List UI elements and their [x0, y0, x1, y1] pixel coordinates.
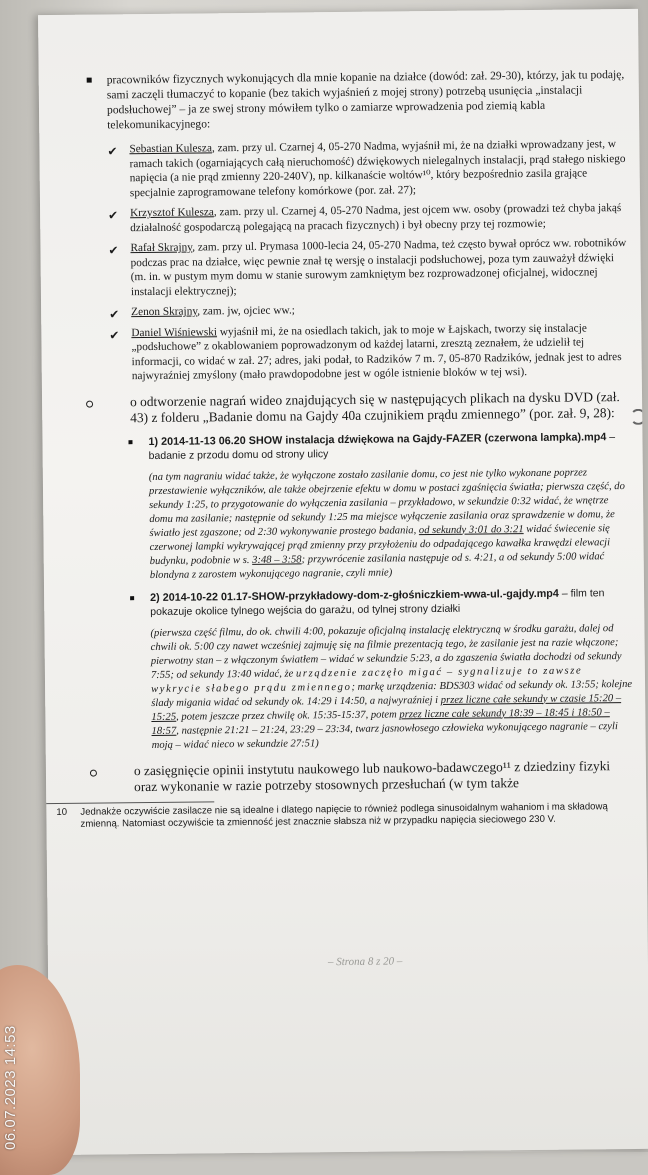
footnote-text: Jednakże oczywiście zasilacze nie są idealne i dlatego napięcie to również podlega sinusoidalnym wahaniom i ma składową zmienną. Natomiast oczywiście ta zmienność jest znacznie słabsza niż w przypadku napięcia sieciowego 230 V. — [80, 800, 608, 830]
witness-text: , zam. przy ul. Czarnej 4, 05-270 Nadma, jest ojcem ww. osoby (prowadzi też chyba jakąś działalność gospodarczą polegającą na pracach fizycznych) i był obecny przy tej rozmowie; — [130, 202, 622, 234]
witness-text: , zam. przy ul. Czarnej 4, 05-270 Nadma, wyjaśnił mi, że na działki wprowadzany jest, w ramach takich (ogarniających całą nieruchomość) dźwiękowych nielegalnych instalacji, prąd stałego niskiego napięcia (a nie prąd zmienny 220-240V), np. kilkanaście woltów¹⁰, który bezpośrednio zasila grające specjalnie zaprogramowane telefony komórkowe (por. zał. 27); — [129, 138, 626, 199]
file-description: – badanie z przodu domu od strony ulicy — [148, 430, 616, 462]
list-item — [108, 201, 628, 235]
witness-name: Rafał Skrajny — [130, 241, 193, 255]
check-icon: ✔ — [109, 327, 120, 342]
footnote-separator — [44, 801, 214, 804]
check-icon: ✔ — [109, 307, 120, 322]
check-icon: ✔ — [107, 144, 118, 159]
file-note: (pierwsza część filmu, do ok. chwili 4:00, pokazuje oficjalną instalację elektryczną w środku garażu, dalej od chwili ok. 5:00 czy nawet wcześniej zajmuję się na filmie prezentacją tego, że zasilanie jest na razie włączone; pierwotny stan – z włączonym światłem – widać w sekundzie 5:23, a do zgaszenia światła dochodzi od sekundy 7:55; od sekundy 13:40 widać, że urządzenie zaczęło migać – sygnalizuje to zawsze wykrycie słabego prądu zmiennego; markę urządzenia: BDS303 widać od sekundy ok. 13:55; kolejne ślady migania widać od sekundy ok. 14:29 i 14:50, a najwyraźniej i przez liczne całe sekundy w czasie 15:20 – 15:25, potem jeszcze przez chwilę ok. 15:35-15:37, potem przez liczne całe sekundy 18:39 – 18:45 i 18:50 – 18:57, następnie 21:21 – 21:24, 23:29 – 23:34, twarz jasnowłosego człowieka wykonującego nagranie – czyli moją – widać nieco w sekundzie 27:51) — [150, 622, 633, 751]
witness-name: Krzysztof Kulesza — [130, 206, 214, 220]
witness-name: Zenon Skrajny — [131, 305, 198, 319]
file-entry-1 — [128, 429, 632, 582]
page-number: – Strona 8 z 20 – — [327, 955, 403, 969]
footnote — [56, 800, 640, 830]
witness-list — [107, 137, 630, 384]
footnote-number: 10 — [56, 806, 68, 818]
opinion-request: o zasięgnięcie opinii instytutu naukowego lub naukowo-badawczego¹¹ z dziedziny fizyki oraz wykonanie w razie potrzeby stosownych przesłuchań (w tym także — [90, 757, 634, 796]
file-note: (na tym nagraniu widać także, że wyłączone zostało zasilanie domu, co jest nie tylko wykonane poprzez przestawienie wyłączników, ale także obejrzenie efektu w domu w postaci zgaśnięcia światła; pierwsza część, do sekundy 1:25, to przygotowanie do wyłączenia zasilania – przykładowo, w sekundzie 0:32 widać, że wnętrze domu ma zasilanie; następnie od sekundy 1:25 ma miejsce wyłączenie zasilania oraz sprawdzenie w domu, że światło jest zgaszone; od 2:30 wykonywanie prostego badania, od sekundy 3:01 do 3:21 widać świecenie się czerwonej lampki wykrywającej prąd zmienny przy przyłożeniu do odpadającego kawałka krawędzi elewacji budynku, podobnie w s. 3:48 – 3:58; przywrócenie zasilania następuje od s. 4:21, a od sekundy 5:00 widać blondyna z zarostem wykonującego nagranie, czyli mnie) — [148, 466, 625, 581]
circle-bullet-icon — [86, 400, 93, 407]
list-item — [108, 236, 629, 299]
witness-name: Daniel Wiśniewski — [131, 325, 218, 339]
list-item — [109, 300, 629, 320]
intro-paragraph: pracowników fizycznych wykonujących dla mnie kopanie na działce (dowód: zał. 29-30), którzy, jak tu podaję, sami zaczęli tłumaczyć to kopanie (bez takich wyjaśnień z mojej strony) potrzebą usunięcia „instalacji podsłuchowej” – ja ze swej strony mówiłem tylko o zamiarze wprowadzenia pod ziemią kabla telekomunikacyjnego: ✔ Sebastian Kulesza, zam. przy ul. Czarnej 4, 05-270 Nadma, wyjaśnił mi, że na działki wprowadzany jest, w ramach takich (ogarniających całą nieruchomość) dźwiękowych nielegalnych instalacji, prąd stałego niskiego napięcia (a nie prąd zmienny 220-240V), np. kilkanaście woltów¹⁰, który bezpośrednio zasila grające specjalnie zaprogramowane telefony komórkowe (por. zał. 27); ✔ Krzysztof Kulesza, zam. przy ul. Czarnej 4, 05-270 Nadma, jest ojcem ww. osoby (prowadzi też chyba jakąś działalność gospodarczą polegającą na pracach fizycznych) i był obecny przy tej rozmowie; ✔ Rafał Skrajny, zam. przy ul. Prymasa 1000-lecia 24, 05-270 Nadma, też często bywał oprócz ww. robotników podczas prac na działce, więc pewnie znał tę wersję o instalacji podsłuchowej, poza tym zauważył dźwięki (m. in. w pustym mym domu w stanie surowym zamkniętym bez rozprowadzonej oficjalnej, widocznej instalacji elektrycznej); ✔ Zenon Skrajny, zam. jw, ojciec ww.; ✔ Daniel Wiśniewski wyjaśnił mi, że na osiedlach takich, jak to moje w Łajskach, tworzy się instalacje „podsłuchowe” z okablowaniem poprowadzonym od każdej latarni, zresztą zeznałem, że udzielił tej informacji, co widać w zał. 27; adres, jaki podał, to Radzików 7 m. 7, 05-870 Radzików, jednak jest to adres najwyraźniej zmyślony (mało prawdopodobne jest w ogóle istnienie bloków w tej wsi). — [107, 67, 630, 384]
file-title: 2) 2014-10-22 01.17-SHOW-przykładowy-dom-z-głośniczkiem-wwa-ul.-gajdy.mp4 — [150, 587, 559, 604]
check-icon: ✔ — [108, 208, 119, 223]
witness-name: Sebastian Kulesza — [129, 142, 212, 156]
recordings-request: o odtworzenie nagrań wideo znajdujących się w następujących plikach na dysku DVD (zał. 43) z folderu „Badanie domu na Gajdy 40a czujnikiem prądu zmiennego” (por. zał. 9, 28): — [86, 388, 630, 427]
square-bullet-icon — [130, 596, 134, 600]
list-item — [109, 320, 630, 383]
witness-text: wyjaśnił mi, że na osiedlach takich, jak to moje w Łajskach, tworzy się instalacje „podsłuchowe” z okablowaniem poprowadzonym od każdej latarni, zresztą zeznałem, że udzielił tej informacji, co widać w zał. 27; adres, jaki podał, to Radzików 7 m. 7, 05-870 Radzików, jednak jest to adres najwyraźniej zmyślony (mało prawdopodobne jest w ogóle istnienie bloków w tej wsi). — [131, 321, 622, 383]
document-page — [38, 9, 648, 1155]
witness-text: , zam. jw, ojciec ww.; — [197, 304, 295, 318]
page-content — [56, 67, 635, 830]
file-entry-2 — [130, 585, 634, 752]
file-title: 1) 2014-11-13 06.20 SHOW instalacja dźwiękowa na Gajdy-FAZER (czerwona lampka).mp4 — [148, 430, 607, 448]
list-item — [107, 137, 628, 200]
square-bullet-icon — [128, 440, 132, 444]
square-bullet-icon — [87, 78, 92, 83]
photo-timestamp: 06.07.2023 14:53 — [2, 1025, 19, 1150]
circle-bullet-icon — [90, 769, 97, 776]
file-description: – film ten pokazuje okolice tylnego wejścia do garażu, od tylnej strony działki — [150, 586, 605, 618]
check-icon: ✔ — [108, 243, 119, 258]
witness-text: , zam. przy ul. Prymasa 1000-lecia 24, 05-270 Nadma, też często bywał oprócz ww. robotników podczas prac na działce, więc pewnie znał tę wersję o instalacji podsłuchowej, poza tym zauważył dźwięki (m. in. w pustym mym domu w stanie surowym zamkniętym bez rozprowadzonej oficjalnej, widocznej instalacji elektrycznej); — [130, 236, 627, 298]
